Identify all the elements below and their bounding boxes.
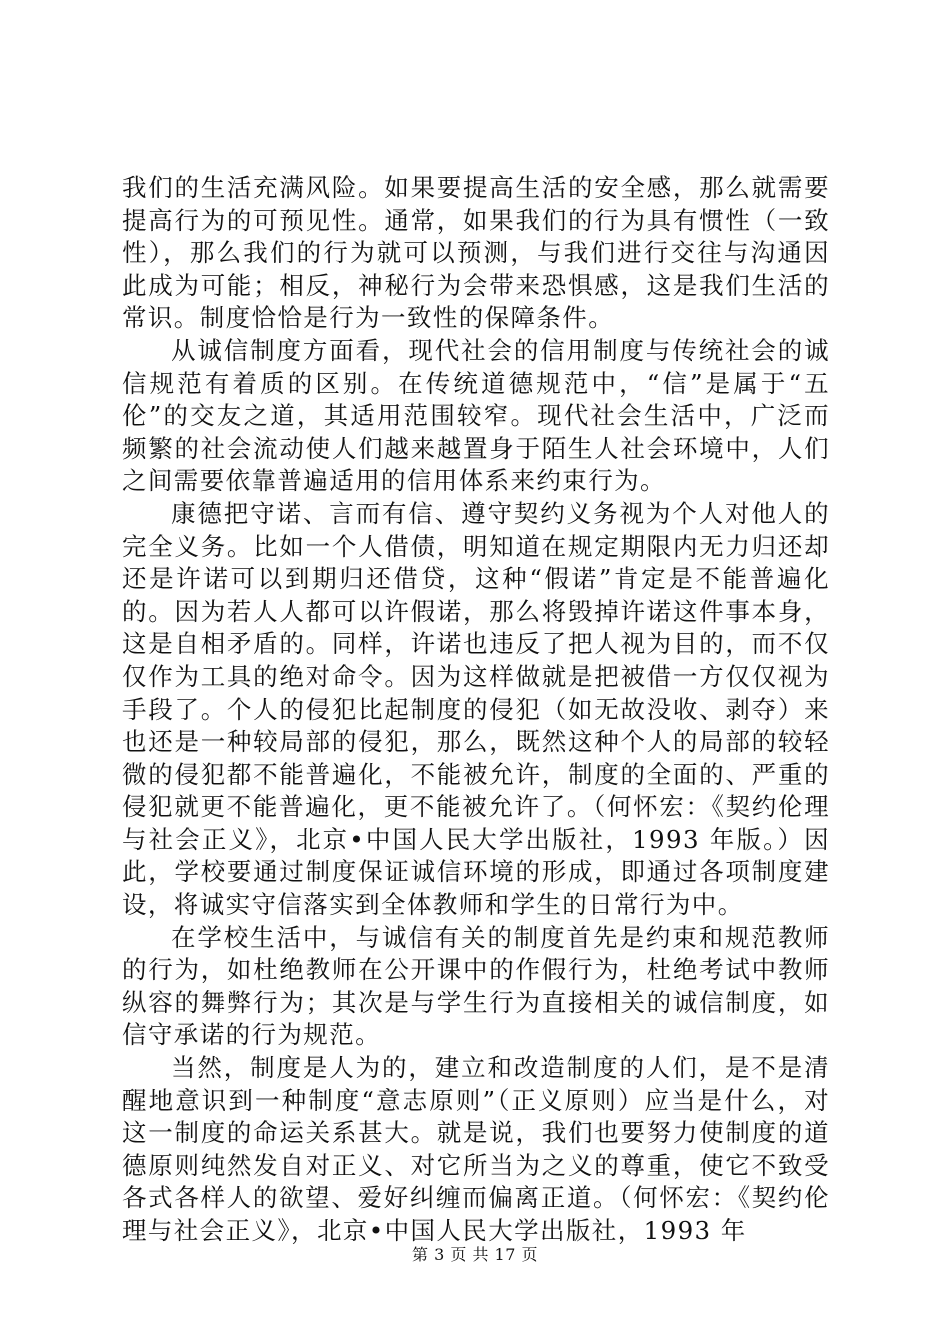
paragraph-4: 在学校生活中，与诚信有关的制度首先是约束和规范教师的行为，如杜绝教师在公开课中的作假行为，杜绝考试中教师纵容的舞弊行为；其次是与学生行为直接相关的诚信制度，如信守承诺的行为规范。 [122,922,830,1050]
paragraph-2: 从诚信制度方面看，现代社会的信用制度与传统社会的诚信规范有着质的区别。在传统道德规范中，“信”是属于“五伦”的交友之道，其适用范围较窄。现代社会生活中，广泛而频繁的社会流动使人们越来越置身于陌生人社会环境中，人们之间需要依靠普遍适用的信用体系来约束行为。 [122,335,830,496]
page-footer: 第 3 页 共 17 页 [412,1245,538,1264]
paragraph-1: 我们的生活充满风险。如果要提高生活的安全感，那么就需要提高行为的可预见性。通常，如果我们的行为具有惯性（一致性），那么我们的行为就可以预测，与我们进行交往与沟通因此成为可能；相反，神秘行为会带来恐惧感，这是我们生活的常识。制度恰恰是行为一致性的保障条件。 [122,173,830,333]
body-text [122,172,830,1248]
paragraph-5: 当然，制度是人为的，建立和改造制度的人们，是不是清醒地意识到一种制度“意志原则”（正义原则）应当是什么，对这一制度的命运关系甚大。就是说，我们也要努力使制度的道德原则纯然发自对正义、对它所当为之义的尊重，使它不致受各式各样人的欲望、爱好纠缠而偏离正道。（何怀宏：《契约伦理与社会正义》，北京•中国人民大学出版社，1993 年 [122,1053,830,1245]
paragraph-3: 康德把守诺、言而有信、遵守契约义务视为个人对他人的完全义务。比如一个人借债，明知道在规定期限内无力归还却还是许诺可以到期归还借贷，这种“假诺”肯定是不能普遍化的。因为若人人都可以许假诺，那么将毁掉许诺这件事本身，这是自相矛盾的。同样，许诺也违反了把人视为目的，而不仅仅作为工具的绝对命令。因为这样做就是把被借一方仅仅视为手段了。个人的侵犯比起制度的侵犯（如无故没收、剥夺）来也还是一种较局部的侵犯，那么，既然这种个人的局部的较轻微的侵犯都不能普遍化，不能被允许，制度的全面的、严重的侵犯就更不能普遍化，更不能被允许了。（何怀宏：《契约伦理与社会正义》，北京•中国人民大学出版社，1993 年版。）因此，学校要通过制度保证诚信环境的形成，即通过各项制度建设，将诚实守信落实到全体教师和学生的日常行为中。 [122,498,830,920]
